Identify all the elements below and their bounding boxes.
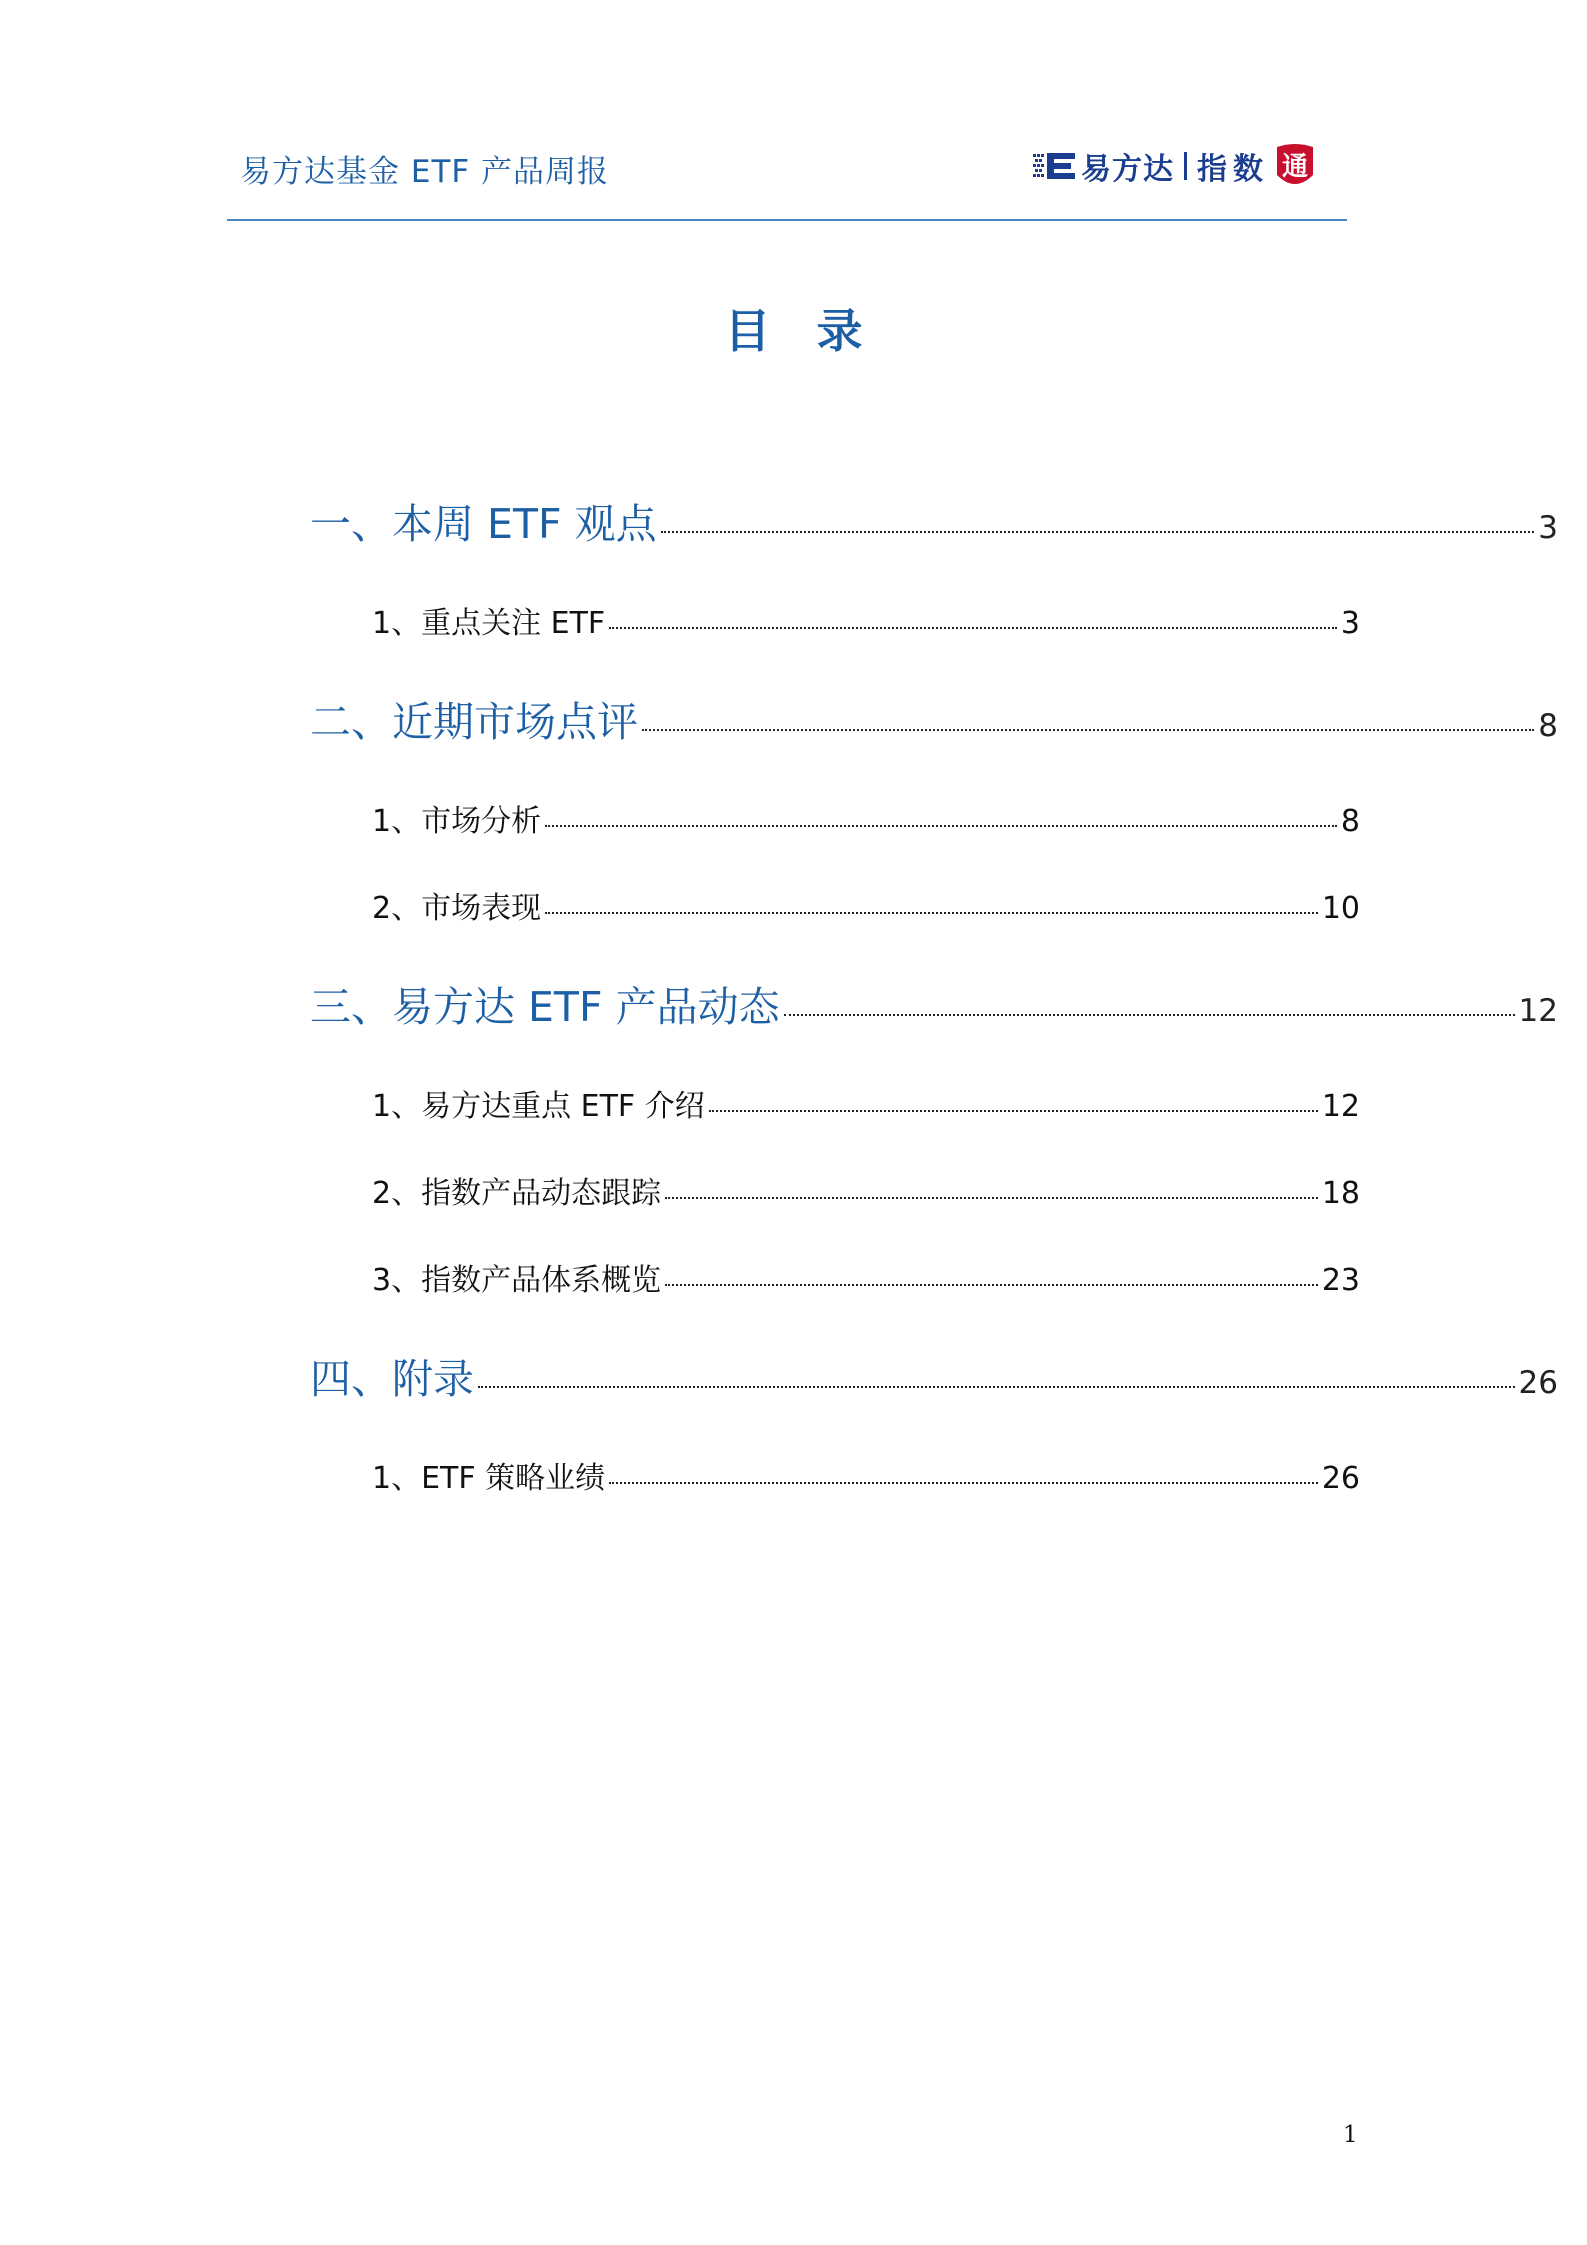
toc-entry-3-2[interactable] <box>372 1168 1360 1212</box>
toc-entry-page: 3 <box>1538 510 1558 546</box>
toc-entry-section-3[interactable] <box>310 974 1558 1033</box>
toc-dot-leader <box>545 825 1337 827</box>
toc-entry-page: 10 <box>1321 891 1360 926</box>
toc-entry-label: 2、指数产品动态跟踪 <box>372 1176 662 1211</box>
logo-sub-text: 指数 <box>1197 152 1269 187</box>
toc-dot-leader <box>609 627 1337 629</box>
toc-entry-page: 8 <box>1340 804 1360 839</box>
toc-entry-section-1[interactable] <box>310 491 1558 550</box>
seal-stamp-icon <box>1273 141 1317 191</box>
toc-entry-label: 3、指数产品体系概览 <box>372 1263 662 1298</box>
toc-title: 目录 <box>724 304 909 358</box>
toc-entry-label: 四、附录 <box>310 1355 474 1403</box>
toc-dot-leader <box>709 1110 1318 1112</box>
efund-e-logo-icon <box>1033 151 1077 181</box>
toc-dot-leader <box>784 1014 1515 1016</box>
toc-entry-page: 8 <box>1538 708 1558 744</box>
logo-divider <box>1184 152 1187 180</box>
toc-entry-page: 26 <box>1321 1461 1360 1496</box>
toc-entry-label: 一、本周 ETF 观点 <box>310 500 657 548</box>
toc-entry-label: 1、ETF 策略业绩 <box>372 1461 606 1496</box>
toc-dot-leader <box>665 1284 1318 1286</box>
toc-entry-label: 1、易方达重点 ETF 介绍 <box>372 1089 705 1124</box>
efund-logo <box>1033 138 1317 194</box>
toc-entry-section-2[interactable] <box>310 689 1558 748</box>
toc-entry-page: 12 <box>1518 993 1558 1029</box>
logo-brand-text: 易方达 <box>1081 152 1174 187</box>
toc-dot-leader <box>478 1386 1515 1388</box>
toc-entry-label: 2、市场表现 <box>372 891 542 926</box>
toc-entry-3-1[interactable] <box>372 1081 1360 1125</box>
toc-entry-label: 三、易方达 ETF 产品动态 <box>310 983 780 1031</box>
toc-entry-page: 23 <box>1321 1263 1360 1298</box>
toc-entry-label: 1、市场分析 <box>372 804 542 839</box>
toc-entry-4-1[interactable] <box>372 1453 1360 1497</box>
toc-entry-label: 二、近期市场点评 <box>310 698 638 746</box>
toc-entry-label: 1、重点关注 ETF <box>372 606 606 641</box>
toc-entry-page: 3 <box>1340 606 1360 641</box>
report-title: 易方达基金 ETF 产品周报 <box>240 154 610 190</box>
toc-entry-page: 26 <box>1518 1365 1558 1401</box>
toc-entry-2-1[interactable] <box>372 796 1360 840</box>
toc-entry-page: 12 <box>1321 1089 1360 1124</box>
header-divider <box>227 219 1347 221</box>
seal-char: 通 <box>1281 152 1309 182</box>
toc-entry-3-3[interactable] <box>372 1255 1360 1299</box>
toc-entry-2-2[interactable] <box>372 883 1360 927</box>
toc-entry-section-4[interactable] <box>310 1346 1558 1405</box>
toc-entry-page: 18 <box>1321 1176 1360 1211</box>
toc-dot-leader <box>665 1197 1318 1199</box>
toc-dot-leader <box>609 1482 1318 1484</box>
toc-dot-leader <box>642 729 1534 731</box>
toc-dot-leader <box>545 912 1318 914</box>
toc-entry-1-1[interactable] <box>372 598 1360 642</box>
page-number: 1 <box>1343 2122 1358 2148</box>
toc-dot-leader <box>661 531 1535 533</box>
